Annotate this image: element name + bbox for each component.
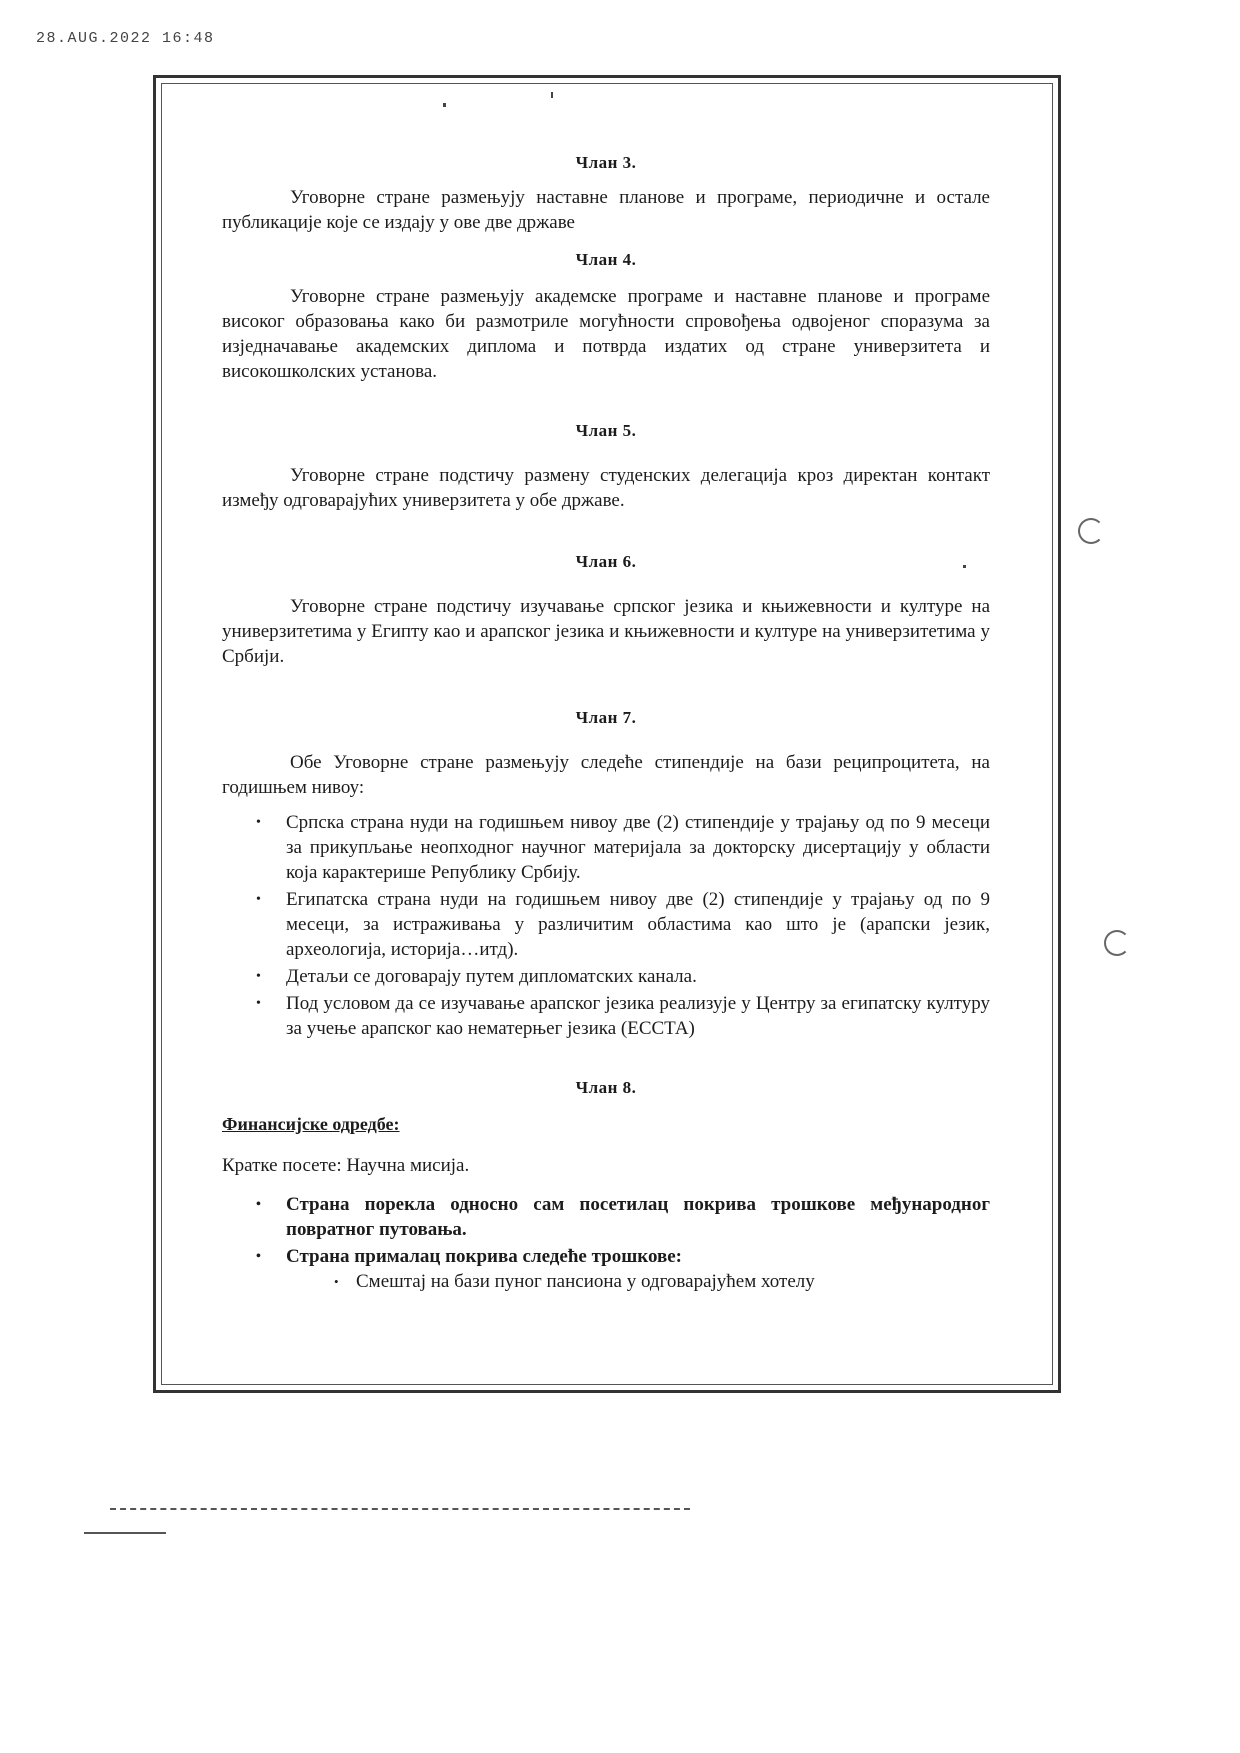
punch-hole-mark xyxy=(1078,518,1104,544)
punch-hole-mark xyxy=(1104,930,1130,956)
scan-speck xyxy=(551,92,553,98)
article-title: Члан 7. xyxy=(575,708,637,727)
list-item: • Детаљи се договарају путем дипломатских канала. xyxy=(222,964,990,989)
article-6 xyxy=(222,549,990,669)
article-3 xyxy=(222,150,990,235)
article-4 xyxy=(222,247,990,384)
list-item: • Страна порекла односно сам посетилац покрива трошкове међународног повратног путовања. xyxy=(222,1192,990,1242)
list-item xyxy=(222,1244,990,1294)
article-title: Члан 5. xyxy=(575,421,637,440)
article-title: Члан 6. xyxy=(575,552,637,571)
sub-list xyxy=(356,1269,990,1294)
cost-list xyxy=(222,1192,990,1294)
article-intro: Обе Уговорне стране размењују следеће стипендије на бази реципроцитета, на годишњем нивоу: xyxy=(222,752,990,798)
article-5 xyxy=(222,418,990,513)
article-paragraph: Уговорне стране размењују академске програме и наставне планове и програме високог образовања како би размотриле могућности спровођења одвојеног споразума за изједначавање академских диплома и потврда издатих од стране универзитета и високошколских установа. xyxy=(222,286,990,382)
short-visits-line: Кратке посете: Научна мисија. xyxy=(222,1155,470,1176)
scan-speck xyxy=(443,103,446,107)
article-paragraph: Уговорне стране подстичу изучавање српског језика и књижевности и културе на универзитетима у Египту као и арапског језика и књижевности и културе на универзитетима у Србији. xyxy=(222,596,990,667)
financial-provisions-heading: Финансијске одредбе: xyxy=(222,1114,400,1134)
article-8 xyxy=(222,1075,990,1294)
article-7 xyxy=(222,705,990,1041)
list-item: • Под условом да се изучавање арапског језика реализује у Центру за египатску културу за учење арапског као нематерњег језика (ЕССТА) xyxy=(222,991,990,1041)
list-item-text: Страна прималац покрива следеће трошкове: xyxy=(286,1246,683,1267)
list-item: • Египатска страна нуди на годишњем нивоу две (2) стипендије у трајању од по 9 месеци, за истраживања у различитим областима као што је (арапски језик, археологија, историја…итд). xyxy=(222,887,990,962)
fax-timestamp: 28.AUG.2022 16:48 xyxy=(36,30,215,47)
scan-dash-line xyxy=(84,1532,166,1534)
list-item: • Српска страна нуди на годишњем нивоу две (2) стипендије у трајању од по 9 месеци за прикупљање неопходног научног материјала за докторску дисертацију у области која карактерише Републику Србију. xyxy=(222,810,990,885)
scholarship-list xyxy=(222,810,990,1041)
article-title: Члан 3. xyxy=(575,153,637,172)
article-paragraph: Уговорне стране подстичу размену студенских делегација кроз директан контакт између одговарајућих универзитета у обе државе. xyxy=(222,465,990,511)
document-body xyxy=(222,150,990,1296)
sub-list-item: • Смештај на бази пуног пансиона у одговарајућем хотелу xyxy=(356,1269,990,1294)
article-title: Члан 8. xyxy=(575,1078,637,1097)
article-paragraph: Уговорне стране размењују наставне планове и програме, периодичне и остале публикације које се издају у ове две државе xyxy=(222,187,990,233)
scan-dash-line xyxy=(110,1508,690,1510)
article-title: Члан 4. xyxy=(575,250,637,269)
